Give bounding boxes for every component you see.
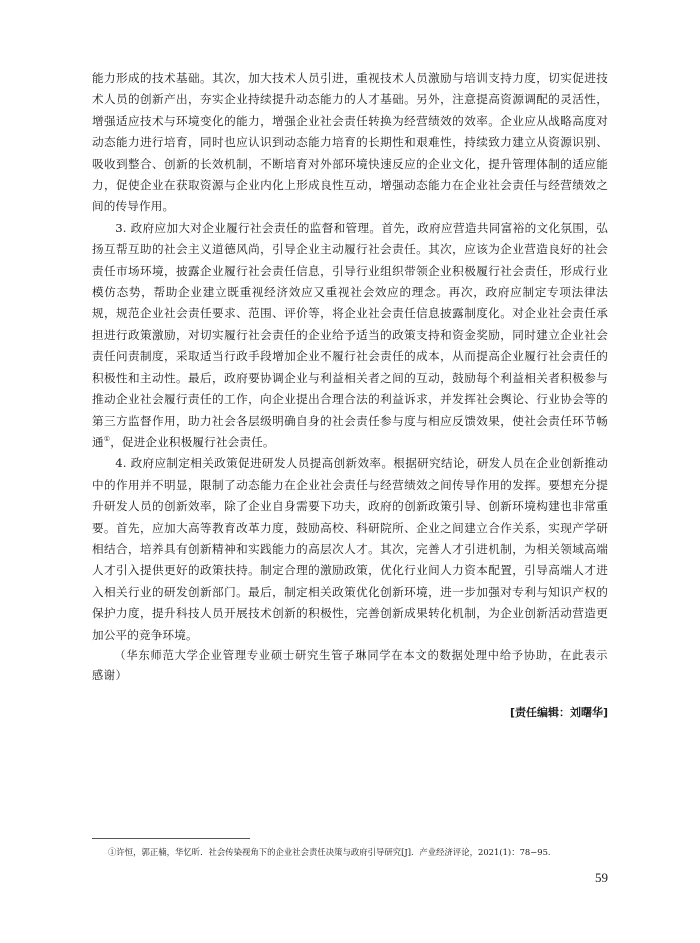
acknowledgement: （华东师范大学企业管理专业硕士研究生管子琳同学在本文的数据处理中给予协助，在此表示感谢） [92, 648, 608, 682]
editor-credit: [责任编辑：刘曙华] [509, 705, 608, 719]
paragraph-government-supervision [92, 218, 608, 453]
footnote: ①许恒，郭正楠，华忆昕．社会传染视角下的企业社会责任决策与政府引导研究[J]．产业经济评论，2021(1)：78−95. [108, 847, 551, 857]
paragraph-government-supervision-text: 3. 政府应加大对企业履行社会责任的监督和管理。首先，政府应营造共同富裕的文化氛围，弘扬互帮互助的社会主义道德风尚，引导企业主动履行社会责任。其次，应该为企业营造良好的社会责任市场环境，披露企业履行社会责任信息，引导行业组织带领企业积极履行社会责任，形成行业模仿态势，帮助企业建立既重视经济效应又重视社会效应的理念。再次，政府应制定专项法律法规，规范企业社会责任要求、范围、评价等，将企业社会责任信息披露制度化。对企业社会责任承担进行政策激励，对切实履行社会责任的企业给予适当的政策支持和资金奖励，同时建立企业社会责任问责制度，采取适当行政手段增加企业不履行社会责任的成本，从而提高企业履行社会责任的积极性和主动性。最后，政府要协调企业与利益相关者之间的互动，鼓励每个利益相关者积极参与推动企业社会履行责任的工作，向企业提出合理合法的利益诉求，并发挥社会舆论、行业协会等的第三方监督作用，助力社会各层级明确自身的社会责任参与度与相应反馈效果，使社会责任环节畅通 [92, 220, 608, 449]
paragraph-dynamic-capability: 能力形成的技术基础。其次，加大技术人员引进，重视技术人员激励与培训支持力度，切实促进技术人员的创新产出，夯实企业持续提升动态能力的人才基础。另外，注意提高资源调配的灵活性，增强适应技术与环境变化的能力，增强企业社会责任转换为经营绩效的效率。企业应从战略高度对动态能力进行培育，同时也应认识到动态能力培育的长期性和艰难性，持续致力建立从资源识别、吸收到整合、创新的长效机制，不断培育对外部环境快速反应的企业文化，提升管理体制的适应能力，促使企业在获取资源与企业内化上形成良性互动，增强动态能力在企业社会责任与经营绩效之间的传导作用。 [92, 71, 608, 214]
footnote-reference[interactable]: ① [103, 435, 111, 444]
page-number: 59 [595, 870, 608, 885]
footnote-divider [92, 838, 250, 839]
paragraph-rd-policy: 4. 政府应制定相关政策促进研发人员提高创新效率。根据研究结论，研发人员在企业创新推动中的作用并不明显，限制了动态能力在企业社会责任与经营绩效之间传导作用的发挥。要想充分提升研发人员的创新效率，除了企业自身需要下功夫，政府的创新政策引导、创新环境构建也非常重要。首先，应加大高等教育改革力度，鼓励高校、科研院所、企业之间建立合作关系，实现产学研相结合，培养具有创新精神和实践能力的高层次人才。其次，完善人才引进机制，为相关领域高端人才引入提供更好的政策扶持。制定合理的激励政策，优化行业间人力资本配置，引导高端人才进入相关行业的研发创新部门。最后，制定相关政策优化创新环境，进一步加强对专利与知识产权的保护力度，提升科技人员开展技术创新的积极性，完善创新成果转化机制，为企业创新活动营造更加公平的竞争环境。 [92, 456, 608, 642]
paragraph-government-supervision-tail: ，促进企业积极履行社会责任。 [110, 434, 275, 449]
article-body [92, 68, 608, 720]
